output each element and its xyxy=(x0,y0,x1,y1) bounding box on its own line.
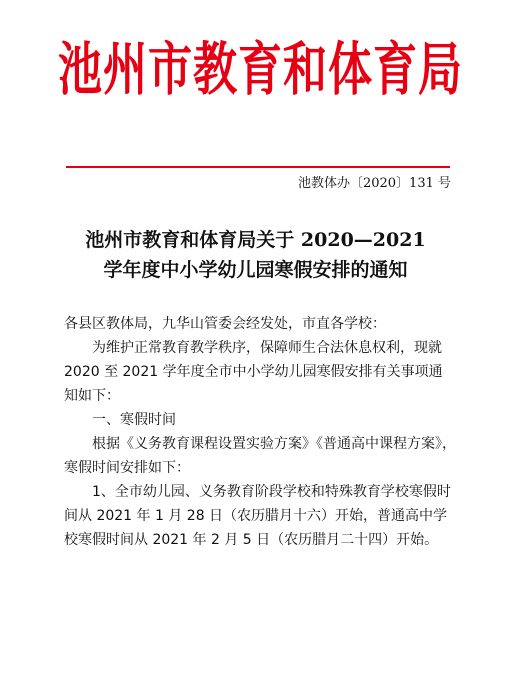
section-1-heading: 一、寒假时间 xyxy=(92,412,176,428)
notice-title-line-1: 池州市教育和体育局关于 2020—2021 xyxy=(85,229,426,251)
document-number: 池教体办〔2020〕131 号 xyxy=(297,176,451,191)
section-1-basis-paragraph: 根据《义务教育课程设置实验方案》《普通高中课程方案》，寒假时间安排如下： xyxy=(64,436,456,476)
item-1-paragraph: 1、全市幼儿园、义务教育阶段学校和特殊教育学校寒假时间从 2021 年 1 月 28 日（农历腊月十六）开始，普通高中学校寒假时间从 2021 年 2 月 5 日（农历腊月二十四）开始。 xyxy=(64,484,451,548)
notice-title xyxy=(40,225,471,285)
agency-letterhead-title: 池州市教育和体育局 xyxy=(58,37,463,104)
notice-title-line-2: 学年度中小学幼儿园寒假安排的通知 xyxy=(103,259,408,281)
intro-paragraph: 为维护正常教育教学秩序，保障师生合法休息权利，现就 2020 至 2021 学年度全市中小学幼儿园寒假安排有关事项通知如下： xyxy=(64,340,443,404)
salutation: 各县区教体局，九华山管委会经发处，市直各学校： xyxy=(64,316,386,332)
red-divider-line xyxy=(66,166,450,168)
notice-body xyxy=(64,312,456,552)
